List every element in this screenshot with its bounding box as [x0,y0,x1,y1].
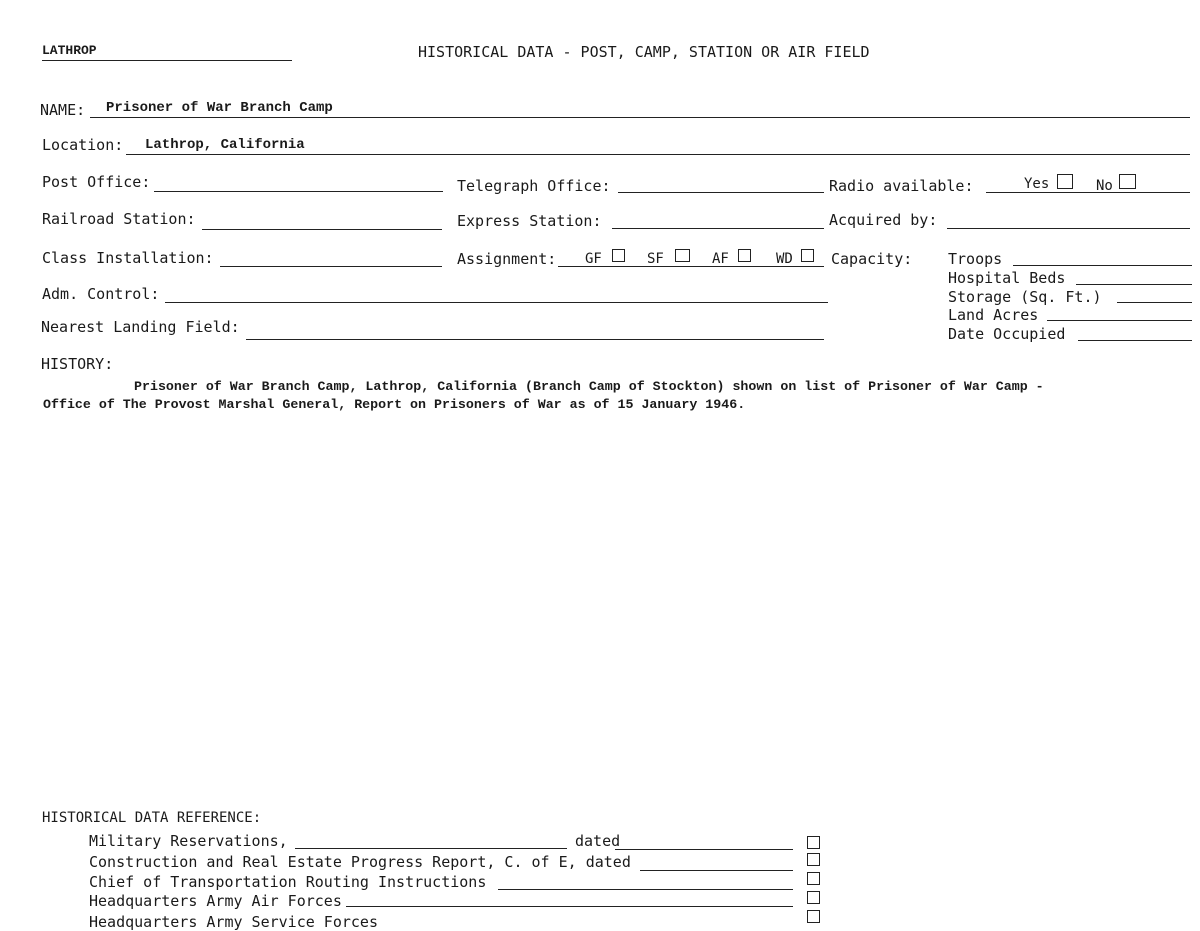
class-label: Class Installation: [42,249,214,267]
post-office-line[interactable] [154,191,443,192]
capacity-troops-label: Troops [948,250,1003,268]
location-label: Location: [42,136,124,154]
capacity-date-label: Date Occupied [948,325,1066,343]
ref-hq-air-line[interactable] [346,906,793,907]
camp-code-underline [42,60,292,61]
radio-label: Radio available: [829,177,974,195]
location-value[interactable]: Lathrop, California [145,137,305,153]
telegraph-line[interactable] [618,192,824,193]
ref-construction: Construction and Real Estate Progress Report, C. of E, dated [89,853,631,871]
landing-field-line[interactable] [246,339,824,340]
assign-af-checkbox[interactable] [738,249,751,262]
railroad-label: Railroad Station: [42,210,196,228]
ref-chief-line[interactable] [498,889,793,890]
ref-hq-air-forces: Headquarters Army Air Forces [89,892,342,910]
name-line [90,117,1190,118]
name-label: NAME: [40,101,86,119]
railroad-line[interactable] [202,229,442,230]
reference-label: HISTORICAL DATA REFERENCE: [42,810,262,826]
class-line[interactable] [220,266,442,267]
assign-af-label: AF [712,251,729,267]
capacity-troops-line[interactable] [1013,265,1192,266]
ref-chief-checkbox[interactable] [807,872,820,885]
history-line-2: Office of The Provost Marshal General, Report on Prisoners of War as of 15 January 1946. [43,397,746,412]
ref-dated-label: dated [575,832,621,850]
capacity-storage-label: Storage (Sq. Ft.) [948,288,1102,306]
express-line[interactable] [612,228,824,229]
camp-code: LATHROP [42,43,97,58]
assign-gf-label: GF [585,251,602,267]
acquired-line[interactable] [947,228,1190,229]
capacity-land-label: Land Acres [948,306,1039,324]
ref-construction-line[interactable] [640,870,793,871]
assignment-label: Assignment: [457,250,557,268]
radio-yes-label: Yes [1024,176,1050,192]
ref-military-line[interactable] [295,848,567,849]
ref-military-checkbox[interactable] [807,836,820,849]
assign-sf-label: SF [647,251,664,267]
adm-control-label: Adm. Control: [42,285,160,303]
landing-field-label: Nearest Landing Field: [41,318,240,336]
capacity-hospital-label: Hospital Beds [948,269,1066,287]
location-line [126,154,1190,155]
telegraph-label: Telegraph Office: [457,177,611,195]
capacity-hospital-line[interactable] [1076,284,1192,285]
acquired-label: Acquired by: [829,211,938,229]
post-office-label: Post Office: [42,173,151,191]
name-value[interactable]: Prisoner of War Branch Camp [106,100,333,116]
ref-hq-service-checkbox[interactable] [807,910,820,923]
capacity-land-line[interactable] [1047,320,1192,321]
history-line-1: Prisoner of War Branch Camp, Lathrop, California (Branch Camp of Stockton) shown on list of Prisoner of War Camp - [134,379,1044,394]
history-label: HISTORY: [41,355,114,373]
assign-sf-checkbox[interactable] [675,249,690,262]
radio-no-label: No [1096,178,1113,194]
capacity-storage-line[interactable] [1117,302,1192,303]
ref-chief-transportation: Chief of Transportation Routing Instructions [89,873,487,891]
capacity-date-line[interactable] [1078,340,1192,341]
express-label: Express Station: [457,212,602,230]
form-title: HISTORICAL DATA - POST, CAMP, STATION OR AIR FIELD [418,43,870,61]
assign-wd-label: WD [776,251,793,267]
assign-gf-checkbox[interactable] [612,249,625,262]
radio-no-checkbox[interactable] [1119,174,1136,189]
radio-yes-checkbox[interactable] [1057,174,1073,189]
ref-construction-checkbox[interactable] [807,853,820,866]
ref-hq-air-checkbox[interactable] [807,891,820,904]
ref-dated-line[interactable] [615,849,793,850]
capacity-label: Capacity: [831,250,913,268]
radio-line [986,192,1190,193]
ref-hq-service-forces: Headquarters Army Service Forces [89,913,378,931]
ref-military-reservations: Military Reservations, [89,832,288,850]
assign-wd-checkbox[interactable] [801,249,814,262]
adm-control-line[interactable] [165,302,828,303]
